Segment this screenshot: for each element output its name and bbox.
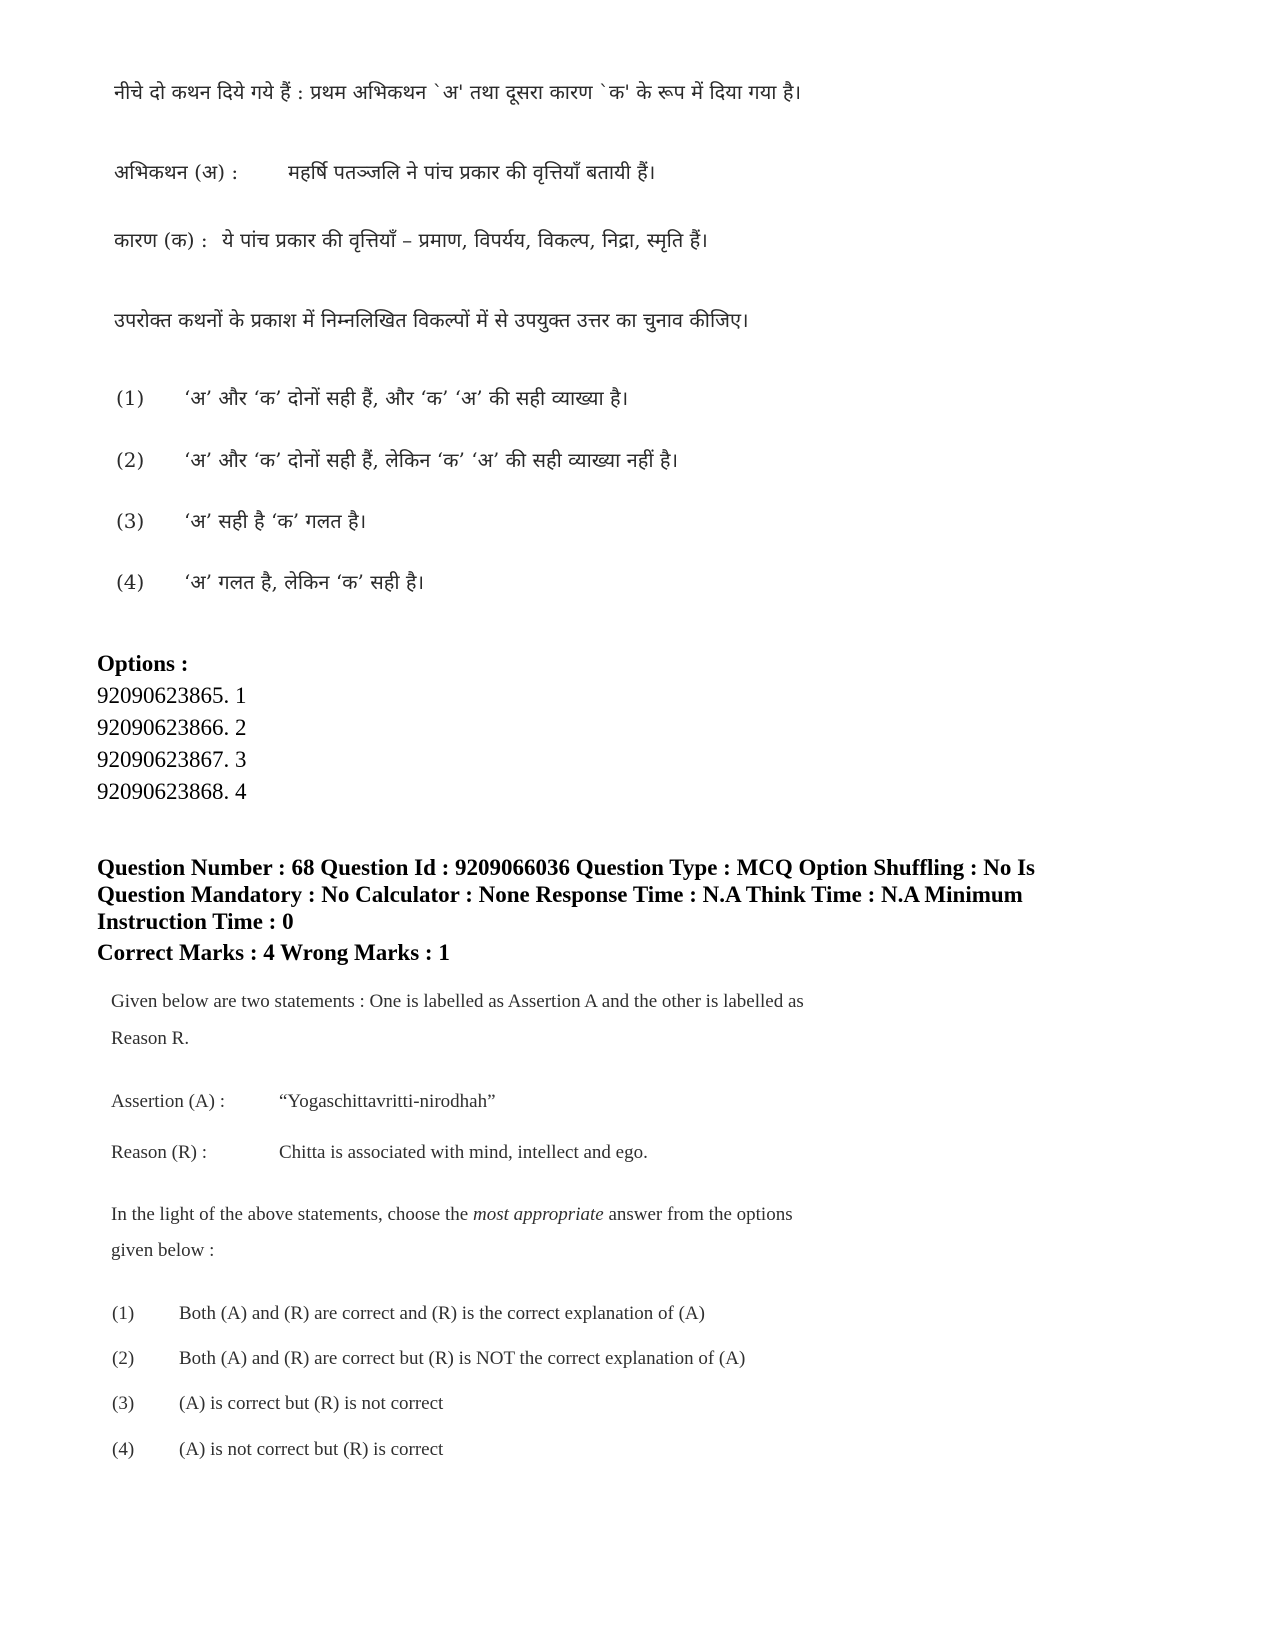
marks-line: Correct Marks : 4 Wrong Marks : 1 <box>97 940 450 965</box>
hindi-instruction: उपरोक्त कथनों के प्रकाश में निम्नलिखित विकल्पों में से उपयुक्त उत्तर का चुनाव कीजिए। <box>114 308 749 332</box>
hindi-choice-num: (4) <box>116 570 145 594</box>
hindi-choice-text: ‘अ’ और ‘क’ दोनों सही हैं, और ‘क’ ‘अ’ की सही व्याख्या है। <box>184 386 629 410</box>
english-instruction-line2: given below : <box>111 1240 215 1261</box>
english-choice-num: (3) <box>112 1393 135 1414</box>
options-section <box>97 650 1157 806</box>
english-assertion-text: “Yogaschittavritti-nirodhah” <box>279 1091 496 1112</box>
question-meta <box>97 854 1157 966</box>
english-choice-num: (2) <box>112 1348 135 1369</box>
hindi-intro: नीचे दो कथन दिये गये हैं : प्रथम अभिकथन `अ' तथा दूसरा कारण `क' के रूप में दिया गया है। <box>114 80 802 104</box>
english-choice-num: (1) <box>112 1303 135 1324</box>
english-instruction-post: answer from the options <box>603 1204 793 1225</box>
hindi-reason-text: ये पांच प्रकार की वृत्तियाँ – प्रमाण, विपर्यय, विकल्प, निद्रा, स्मृति हैं। <box>222 228 708 252</box>
english-choice-text: (A) is not correct but (R) is correct <box>179 1439 444 1460</box>
option-item: 92090623865. 1 <box>97 683 247 708</box>
option-item: 92090623867. 3 <box>97 747 247 772</box>
hindi-assertion-label: अभिकथन (अ) : <box>114 160 239 184</box>
hindi-choice-num: (2) <box>116 448 145 472</box>
question-meta-line: Instruction Time : 0 <box>97 909 294 934</box>
hindi-choice-num: (3) <box>116 509 145 533</box>
english-choice-text: (A) is correct but (R) is not correct <box>179 1393 444 1414</box>
hindi-reason-label: कारण (क) : <box>114 228 208 252</box>
english-reason-label: Reason (R) : <box>111 1142 208 1163</box>
hindi-choice-num: (1) <box>116 386 145 410</box>
english-choice-num: (4) <box>112 1439 135 1460</box>
english-assertion-label: Assertion (A) : <box>111 1091 225 1112</box>
option-item: 92090623866. 2 <box>97 715 247 740</box>
english-reason-text: Chitta is associated with mind, intellect and ego. <box>279 1142 648 1163</box>
english-choice-text: Both (A) and (R) are correct but (R) is NOT the correct explanation of (A) <box>179 1348 746 1369</box>
hindi-choice-text: ‘अ’ और ‘क’ दोनों सही हैं, लेकिन ‘क’ ‘अ’ की सही व्याख्या नहीं है। <box>184 448 679 472</box>
english-instruction-pre: In the light of the above statements, choose the <box>111 1204 473 1225</box>
options-heading: Options : <box>97 651 189 676</box>
hindi-choice-text: ‘अ’ सही है ‘क’ गलत है। <box>184 509 367 533</box>
english-choice-text: Both (A) and (R) are correct and (R) is the correct explanation of (A) <box>179 1303 705 1324</box>
english-intro-line: Given below are two statements : One is labelled as Assertion A and the other is labelled as <box>111 991 804 1012</box>
english-instruction <box>111 1203 793 1227</box>
english-intro-line: Reason R. <box>111 1028 190 1049</box>
hindi-assertion-text: महर्षि पतञ्जलि ने पांच प्रकार की वृत्तियाँ बतायी हैं। <box>288 160 656 184</box>
option-item: 92090623868. 4 <box>97 779 247 804</box>
english-instruction-emphasis: most appropriate <box>472 1204 604 1225</box>
question-meta-line: Question Mandatory : No Calculator : None Response Time : N.A Think Time : N.A Minimum <box>97 882 1023 907</box>
hindi-choice-text: ‘अ’ गलत है, लेकिन ‘क’ सही है। <box>184 570 425 594</box>
question-meta-line: Question Number : 68 Question Id : 9209066036 Question Type : MCQ Option Shuffling : No Is <box>97 855 1036 880</box>
